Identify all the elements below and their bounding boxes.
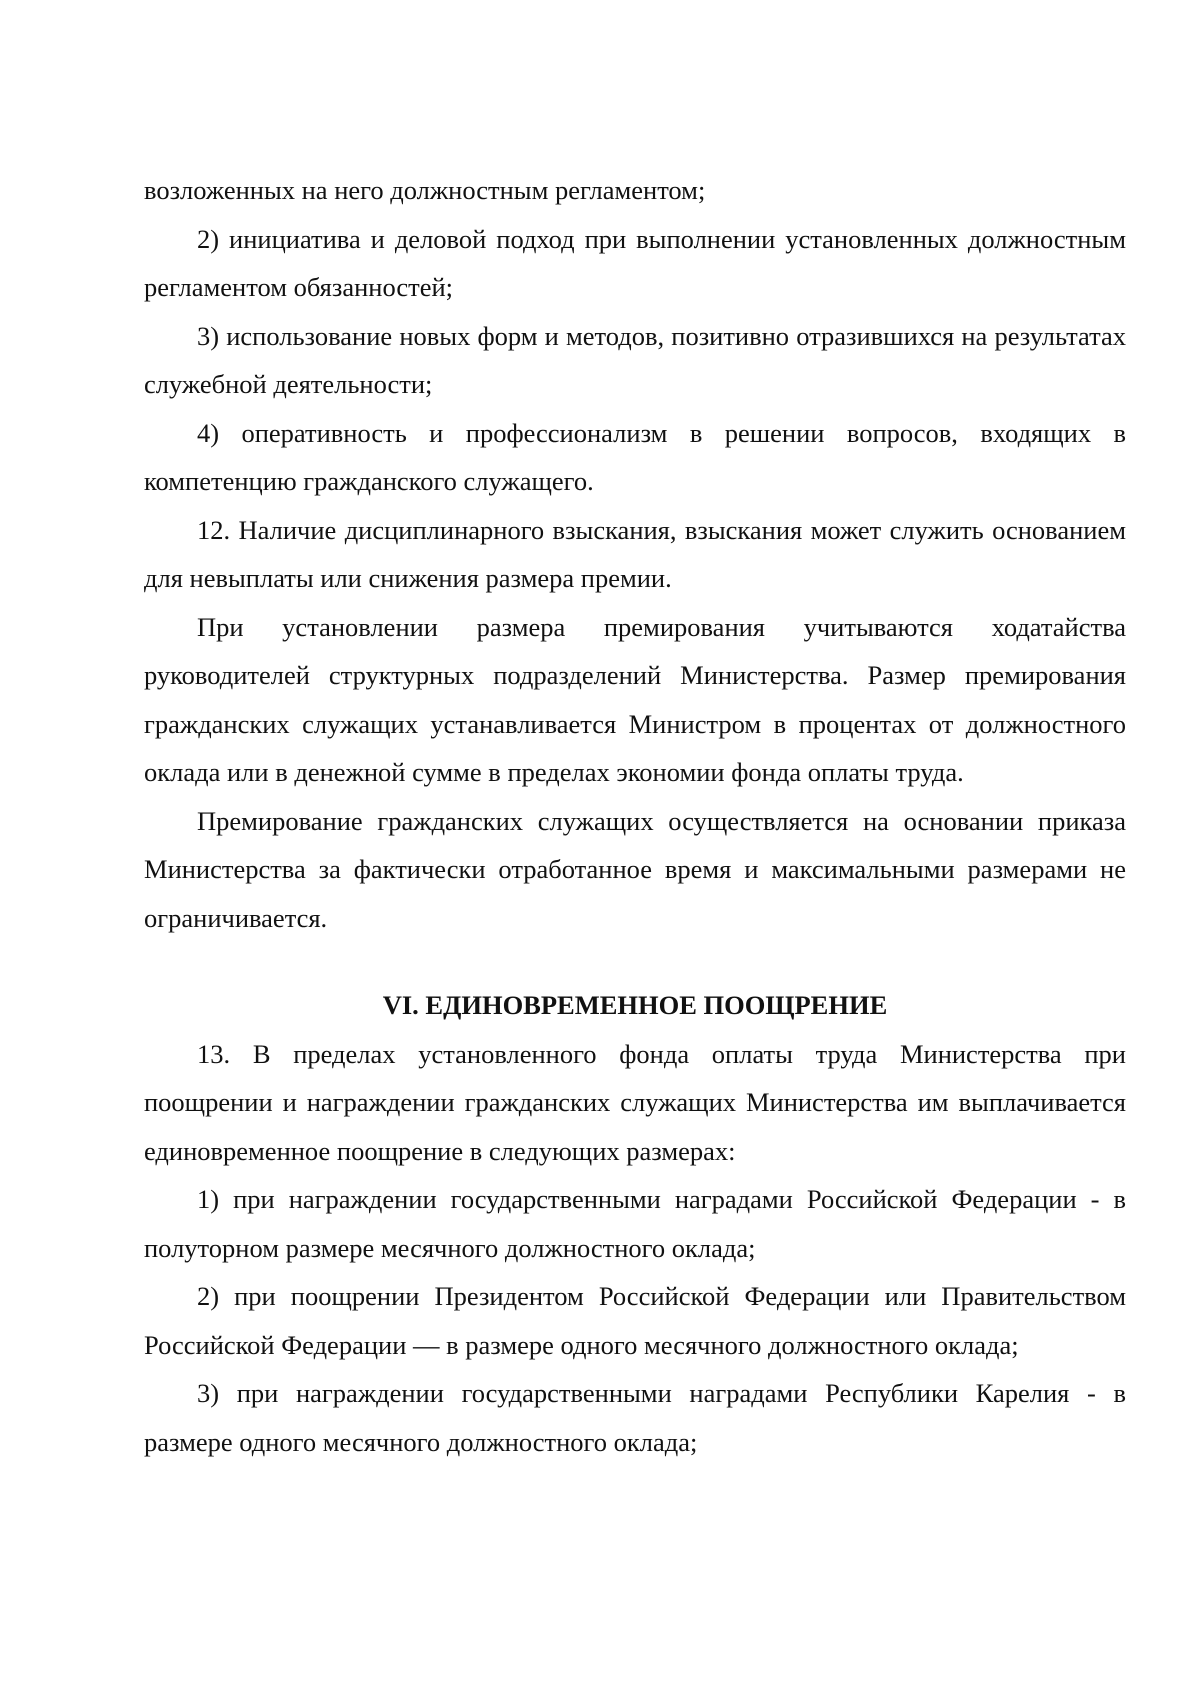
body-text-after xyxy=(144,1030,1126,1467)
paragraph-bonus-size: При установлении размера премирования учитываются ходатайства руководителей структурных подразделений Министерства. Размер премирования гражданских служащих устанавливается Министром в процентах от должностного оклада или в денежной сумме в пределах экономии фонда оплаты труда. xyxy=(144,611,1126,787)
reward-item-1: 1) при награждении государственными наградами Российской Федерации - в полуторном размере месячного должностного оклада; xyxy=(144,1184,1126,1263)
clause-12: 12. Наличие дисциплинарного взыскания, взыскания может служить основанием для невыплаты или снижения размера премии. xyxy=(144,514,1126,593)
paragraph-bonus-order: Премирование гражданских служащих осуществляется на основании приказа Министерства за фактически отработанное время и максимальными размерами не ограничивается. xyxy=(144,805,1126,933)
list-item-4: 4) оперативность и профессионализм в решении вопросов, входящих в компетенцию гражданского служащего. xyxy=(144,417,1126,496)
list-item-3: 3) использование новых форм и методов, позитивно отразившихся на результатах служебной деятельности; xyxy=(144,320,1126,399)
paragraph-continuation: возложенных на него должностным регламентом; xyxy=(144,175,706,205)
list-item-2: 2) инициатива и деловой подход при выполнении установленных должностным регламентом обязанностей; xyxy=(144,223,1126,302)
reward-item-2: 2) при поощрении Президентом Российской Федерации или Правительством Российской Федерации — в размере одного месячного должностного оклада; xyxy=(144,1281,1126,1360)
reward-item-3: 3) при награждении государственными наградами Республики Карелия - в размере одного месячного должностного оклада; xyxy=(144,1378,1126,1457)
body-text-before xyxy=(144,166,1126,942)
clause-13: 13. В пределах установленного фонда оплаты труда Министерства при поощрении и награждении гражданских служащих Министерства им выплачивается единовременное поощрение в следующих размерах: xyxy=(144,1038,1126,1166)
document-page xyxy=(144,166,1126,1466)
section-heading: VI. ЕДИНОВРЕМЕННОЕ ПООЩРЕНИЕ xyxy=(382,990,888,1020)
